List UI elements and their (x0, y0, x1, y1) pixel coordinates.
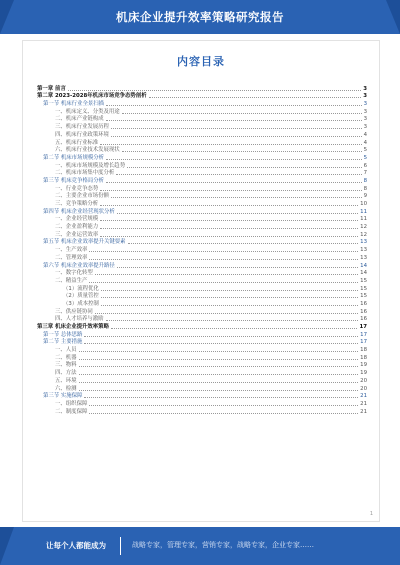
toc-entry-page: 5 (363, 154, 367, 161)
toc-entry-page: 13 (360, 254, 367, 261)
toc-entry-page: 17 (360, 339, 367, 346)
toc-heading: 内容目录 (177, 55, 225, 68)
toc-entry[interactable] (37, 385, 367, 393)
toc-entry-label: 二、机床市场集中度分析 (55, 170, 115, 177)
toc-leader-dots (128, 243, 359, 244)
toc-entry-label: 一、企业经营规模 (55, 216, 99, 223)
toc-entry-label: 一、组织保障 (55, 400, 88, 407)
toc-leader-dots (127, 167, 361, 168)
toc-entry[interactable] (37, 262, 367, 270)
toc-leader-dots (101, 305, 358, 306)
toc-entry-label: 四、人才培养与激励 (55, 316, 104, 323)
toc-leader-dots (101, 297, 358, 298)
toc-entry[interactable] (37, 216, 367, 224)
toc-entry-label: 二、企业盈利能力 (55, 224, 99, 231)
toc-leader-dots (79, 359, 359, 360)
footer-divider (120, 537, 121, 555)
toc-entry-page: 12 (360, 224, 367, 231)
toc-entry-label: 六、机床行业技术发展现状 (55, 147, 120, 154)
toc-leader-dots (106, 120, 362, 121)
toc-leader-dots (79, 382, 359, 383)
toc-entry-label: 五、环境 (55, 377, 77, 384)
toc-entry-page: 16 (360, 308, 367, 315)
toc-entry-label: 二、机床产业链构成 (55, 116, 104, 123)
toc-entry[interactable] (37, 393, 367, 401)
toc-entry[interactable] (37, 308, 367, 316)
header-banner (0, 0, 400, 34)
toc-entry-page: 13 (360, 247, 367, 254)
toc-entry-page: 15 (360, 293, 367, 300)
toc-entry-label: 一、行业竞争态势 (55, 185, 99, 192)
toc-leader-dots (106, 105, 362, 106)
toc-leader-dots (89, 259, 358, 260)
toc-leader-dots (100, 190, 361, 191)
toc-entry-page: 16 (360, 300, 367, 307)
toc-entry-label: （3）成本控制 (63, 300, 99, 307)
toc-entry[interactable] (37, 316, 367, 324)
toc-leader-dots (79, 351, 359, 352)
toc-leader-dots (116, 174, 361, 175)
toc-entry-page: 7 (363, 170, 367, 177)
toc-entry-label: （1）流程优化 (63, 285, 99, 292)
toc-leader-dots (106, 320, 359, 321)
toc-entry-label: 三、物料 (55, 362, 77, 369)
toc-entry[interactable] (37, 116, 367, 124)
toc-entry[interactable] (37, 85, 367, 93)
toc-entry-page: 3 (363, 116, 367, 123)
toc-leader-dots (100, 236, 358, 237)
toc-entry[interactable] (37, 193, 367, 201)
toc-entry[interactable] (37, 223, 367, 231)
toc-entry-label: 第一节 总体思路 (43, 331, 83, 338)
toc-entry-page: 21 (360, 400, 367, 407)
toc-entry-label: 二、主要企业市场份额 (55, 193, 109, 200)
toc-leader-dots (117, 267, 358, 268)
toc-entry-page: 4 (363, 131, 367, 138)
toc-entry-label: 二、管理效率 (55, 254, 88, 261)
toc-entry-label: 四、方法 (55, 370, 77, 377)
toc-entry-label: 二、机器 (55, 354, 77, 361)
toc-leader-dots (111, 128, 362, 129)
toc-entry-page: 13 (360, 239, 367, 246)
toc-entry[interactable] (37, 147, 367, 155)
toc-entry-page: 20 (360, 377, 367, 384)
toc-entry-page: 3 (363, 124, 367, 131)
toc-entry-page: 11 (360, 208, 367, 215)
toc-entry[interactable] (37, 131, 367, 139)
toc-leader-dots (149, 97, 362, 98)
toc-entry[interactable] (37, 246, 367, 254)
toc-entry-label: 第六节 机床企业效率提升路径 (43, 262, 115, 269)
toc-entry[interactable] (37, 185, 367, 193)
toc-entry[interactable] (37, 285, 367, 293)
toc-leader-dots (111, 328, 358, 329)
toc-entry-label: 二、制度保障 (55, 408, 88, 415)
toc-entry[interactable] (37, 377, 367, 385)
toc-entry[interactable] (37, 139, 367, 147)
toc-entry[interactable] (37, 200, 367, 208)
toc-entry[interactable] (37, 154, 367, 162)
toc-entry[interactable] (37, 239, 367, 247)
toc-entry-page: 14 (360, 262, 367, 269)
toc-entry-page: 3 (363, 108, 367, 115)
toc-entry[interactable] (37, 123, 367, 131)
toc-entry-page: 8 (363, 177, 367, 184)
toc-entry-page: 9 (363, 193, 367, 200)
toc-entry-page: 5 (363, 147, 367, 154)
toc-leader-dots (68, 90, 361, 91)
toc-entry-label: 三、企业运营效率 (55, 231, 99, 238)
toc-entry-label: 三、竞争策略分析 (55, 201, 99, 207)
toc-entry-label: 第二章 2023-2028年机床市场竞争态势剖析 (37, 93, 147, 100)
toc-entry-page: 3 (363, 85, 367, 92)
toc-leader-dots (100, 205, 358, 206)
toc-entry-page: 18 (360, 347, 367, 354)
toc-leader-dots (122, 151, 362, 152)
toc-leader-dots (106, 182, 362, 183)
page-number: 1 (369, 511, 373, 517)
toc-entry-label: （2）质量管控 (63, 293, 99, 300)
toc-entry[interactable] (37, 170, 367, 178)
toc-entry-page: 17 (359, 324, 367, 330)
toc-leader-dots (89, 251, 358, 252)
toc-entry-label: 一、机床定义、分类及用途 (55, 108, 120, 115)
toc-entry-page: 18 (360, 354, 367, 361)
toc-leader-dots (79, 374, 359, 375)
toc-entry-page: 12 (360, 231, 367, 238)
toc-entry-page: 16 (360, 316, 367, 323)
toc-entry[interactable] (37, 162, 367, 170)
toc-entry[interactable] (37, 362, 367, 370)
toc-entry[interactable] (37, 100, 367, 108)
toc-entry-label: 一、生产效率 (55, 247, 88, 254)
toc-entry-label: 一、数字化转型 (55, 270, 93, 277)
toc-entry[interactable] (37, 369, 367, 377)
toc-entry-label: 第三节 实施保障 (43, 393, 83, 400)
toc-entry-label: 第一章 前言 (37, 85, 66, 92)
toc-leader-dots (79, 366, 359, 367)
toc-entry-page: 3 (363, 101, 367, 108)
toc-entry-label: 三、供应链协同 (55, 308, 93, 315)
toc-entry[interactable] (37, 208, 367, 216)
toc-leader-dots (84, 343, 358, 344)
toc-entry[interactable] (37, 93, 367, 101)
toc-entry-page: 6 (363, 162, 367, 169)
toc-entry-page: 20 (360, 385, 367, 392)
toc-entry[interactable] (37, 277, 367, 285)
toc-entry-label: 第五节 机床企业效率提升关键要素 (43, 239, 126, 246)
toc-entry[interactable] (37, 323, 367, 331)
toc-leader-dots (100, 228, 358, 229)
footer-slogan: 让每个人都能成为 (46, 541, 106, 550)
footer-roles: 战略专家，管理专家，营销专家，战略专家，企业专家…… (132, 541, 314, 549)
toc-entry-page: 15 (360, 277, 367, 284)
toc-entry-page: 10 (360, 201, 367, 207)
toc-leader-dots (111, 136, 362, 137)
toc-entry-page: 8 (363, 185, 367, 192)
toc-entry-label: 五、机床行业标准 (55, 139, 99, 146)
toc-entry-label: 一、机床市场规模及增长趋势 (55, 162, 126, 169)
toc-entry-page: 21 (360, 393, 367, 400)
toc-entry-label: 二、精益生产 (55, 277, 88, 284)
toc-entry-label: 四、机床行业政策环境 (55, 131, 109, 138)
toc-leader-dots (84, 336, 358, 337)
toc-entry-label: 三、机床行业发展历程 (55, 124, 109, 131)
footer-accent (0, 527, 14, 565)
toc-entry-label: 第三节 机床竞争格局分析 (43, 177, 105, 184)
toc-entry[interactable] (37, 293, 367, 301)
toc-entry-label: 第二节 主要措施 (43, 339, 83, 346)
toc-leader-dots (100, 144, 361, 145)
toc-entry[interactable] (37, 354, 367, 362)
toc-entry-label: 六、检测 (55, 385, 77, 392)
footer-banner (0, 527, 400, 565)
toc-entry[interactable] (37, 177, 367, 185)
toc-entry[interactable] (37, 339, 367, 347)
toc-leader-dots (84, 397, 358, 398)
toc-leader-dots (122, 113, 362, 114)
toc-entry-label: 第二节 机床市场规模分析 (43, 154, 105, 161)
toc-leader-dots (89, 282, 358, 283)
toc-entry[interactable] (37, 231, 367, 239)
report-title: 机床企业提升效率策略研究报告 (116, 10, 284, 24)
toc-leader-dots (79, 390, 359, 391)
toc-entry-label: 第三章 机床企业提升效率策略 (37, 324, 109, 330)
toc-leader-dots (101, 290, 358, 291)
document-page (22, 40, 380, 522)
toc-entry[interactable] (37, 108, 367, 116)
toc-entry-page: 3 (363, 93, 367, 100)
toc-entry-page: 4 (363, 139, 367, 146)
toc-entry[interactable] (37, 346, 367, 354)
toc-entry[interactable] (37, 300, 367, 308)
toc-leader-dots (95, 313, 358, 314)
toc-leader-dots (89, 405, 358, 406)
toc-entry-page: 21 (360, 408, 367, 415)
toc-leader-dots (117, 213, 358, 214)
table-of-contents (37, 85, 367, 416)
toc-entry-page: 19 (360, 362, 367, 369)
toc-entry-page: 19 (360, 370, 367, 377)
toc-entry[interactable] (37, 270, 367, 278)
toc-entry-page: 15 (360, 285, 367, 292)
toc-leader-dots (106, 159, 362, 160)
toc-entry[interactable] (37, 408, 367, 416)
toc-entry-label: 第四节 机床企业经营现状分析 (43, 208, 115, 215)
toc-entry[interactable] (37, 254, 367, 262)
toc-entry[interactable] (37, 400, 367, 408)
toc-leader-dots (95, 274, 358, 275)
toc-entry[interactable] (37, 331, 367, 339)
toc-entry-page: 17 (360, 331, 367, 338)
toc-entry-label: 第一节 机床行业全景扫描 (43, 101, 105, 108)
toc-leader-dots (89, 413, 358, 414)
toc-entry-page: 11 (360, 216, 367, 223)
toc-leader-dots (111, 197, 362, 198)
toc-entry-label: 一、人员 (55, 347, 77, 354)
toc-leader-dots (100, 220, 358, 221)
toc-entry-page: 14 (360, 270, 367, 277)
